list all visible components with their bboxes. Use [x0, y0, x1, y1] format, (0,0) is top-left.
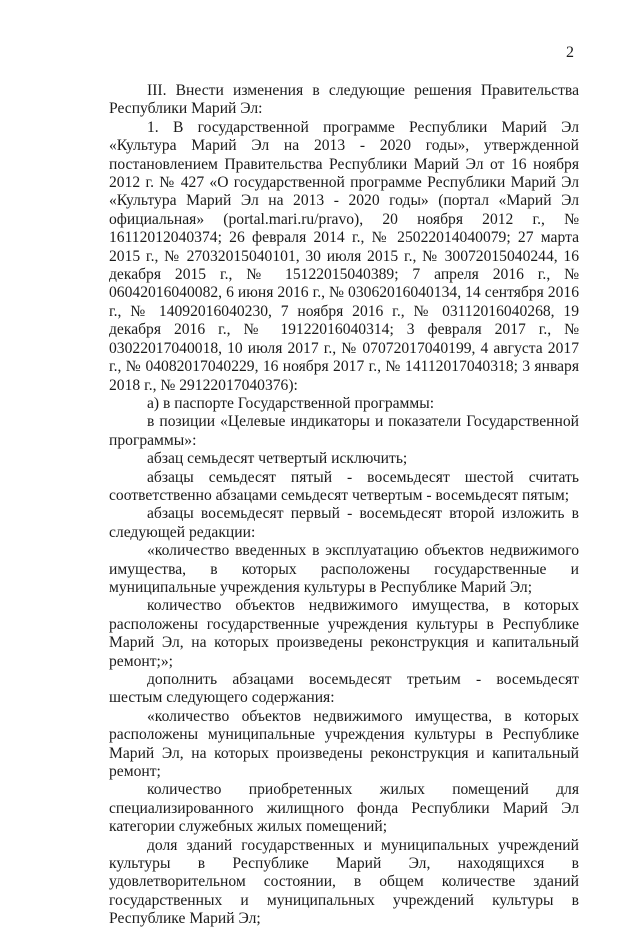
document-body [109, 82, 579, 929]
paragraph-quote-3: «количество объектов недвижимого имущества, в которых расположены муниципальные учреждения культуры в Республике Марий Эл, на которых произведены реконструкция и капитальный ремонт; [109, 707, 579, 781]
paragraph-subitem-a: а) в паспорте Государственной программы: [147, 394, 435, 412]
paragraph-delete: абзац семьдесят четвертый исключить; [147, 450, 408, 468]
paragraph-quote-5: доля зданий государственных и муниципальных учреждений культуры в Республике Марий Эл, находящихся в удовлетворительном состоянии, в общем количестве зданий государственных и муниципальных учреждений культуры в Республике Марий Эл; [109, 836, 579, 928]
paragraph-section-heading: III. Внести изменения в следующие решения Правительства Республики Марий Эл: [109, 82, 579, 118]
paragraph-quote-1: «количество введенных в эксплуатацию объектов недвижимого имущества, в которых расположены государственные и муниципальные учреждения культуры в Республике Марий Эл; [109, 542, 579, 596]
paragraph-quote-2: количество объектов недвижимого имущества, в которых расположены государственные учреждения культуры в Республике Марий Эл, на которых произведены реконструкция и капитальный ремонт;»; [109, 597, 579, 670]
paragraph-restate: абзацы восемьдесят первый - восемьдесят второй изложить в следующей редакции: [109, 505, 579, 541]
paragraph-supplement: дополнить абзацами восемьдесят третьим - восемьдесят шестым следующего содержания: [109, 671, 579, 707]
paragraph-position: в позиции «Целевые индикаторы и показатели Государственной программы»: [109, 413, 579, 449]
paragraph-renumber: абзацы семьдесят пятый - восемьдесят шестой считать соответственно абзацами семьдесят четвертым - восемьдесят пятым; [109, 468, 579, 504]
paragraph-item-1: 1. В государственной программе Республики Марий Эл «Культура Марий Эл на 2013 - 2020 годы», утвержденной постановлением Правительства Республики Марий Эл от 16 ноября 2012 г. № 427 «О государственной программе Республики Марий Эл «Культура Марий Эл на 2013 - 2020 годы» (портал «Марий Эл официальная» (portal.mari.ru/pravo), 20 ноября 2012 г., № 16112012040374; 26 февраля 2014 г., № 25022014040079; 27 марта 2015 г., № 27032015040101, 30 июля 2015 г., № 30072015040244, 16 декабря 2015 г., № 15122015040389; 7 апреля 2016 г., № 06042016040082, 6 июня 2016 г., № 03062016040134, 14 сентября 2016 г., № 14092016040230, 7 ноября 2016 г., № 03112016040268, 19 декабря 2016 г., № 19122016040314; 3 февраля 2017 г., № 03022017040018, 10 июля 2017 г., № 07072017040199, 4 августа 2017 г., № 04082017040229, 16 ноября 2017 г., № 14112017040318; 3 января 2018 г., № 29122017040376): [109, 118, 579, 394]
paragraph-quote-4: количество приобретенных жилых помещений для специализированного жилищного фонда Республики Марий Эл категории служебных жилых помещений; [109, 781, 579, 836]
page-number: 2 [566, 44, 574, 61]
